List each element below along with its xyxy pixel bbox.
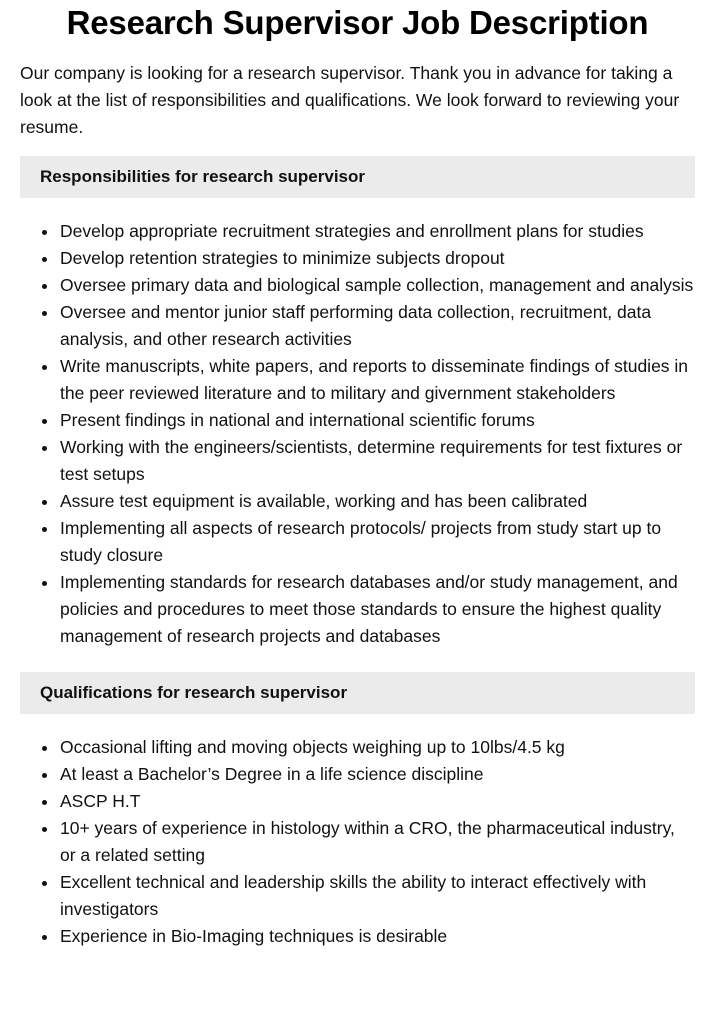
list-item-text: Implementing all aspects of research protocols/ projects from study start up to study closure [60,518,662,565]
list-item [20,923,695,950]
list-item-text: Occasional lifting and moving objects weighing up to 10lbs/4.5 kg [60,737,565,757]
responsibilities-heading: Responsibilities for research supervisor [20,156,695,198]
list-item-text: Develop appropriate recruitment strategies and enrollment plans for studies [60,221,644,241]
bullet-icon [42,527,47,532]
bullet-icon [42,935,47,940]
bullet-icon [42,230,47,235]
bullet-icon [42,773,47,778]
bullet-icon [42,365,47,370]
page-title: Research Supervisor Job Description [66,4,649,41]
bullet-icon [42,284,47,289]
list-item [20,353,695,407]
list-item-text: Write manuscripts, white papers, and reports to disseminate findings of studies in the peer reviewed literature and to military and givernment stakeholders [60,356,689,403]
list-item [20,761,695,788]
list-item [20,299,695,353]
list-item [20,869,695,923]
bullet-icon [42,800,47,805]
bullet-icon [42,881,47,886]
bullet-icon [42,311,47,316]
list-item [20,788,695,815]
responsibilities-list [20,218,695,650]
bullet-icon [42,446,47,451]
list-item-text: Oversee primary data and biological sample collection, management and analysis [60,275,694,295]
list-item [20,734,695,761]
qualifications-heading: Qualifications for research supervisor [20,672,695,714]
qualifications-list [20,734,695,950]
list-item [20,407,695,434]
list-item [20,515,695,569]
list-item [20,245,695,272]
list-item-text: Develop retention strategies to minimize subjects dropout [60,248,505,268]
list-item-text: Oversee and mentor junior staff performing data collection, recruitment, data analysis, and other research activities [60,302,652,349]
intro-paragraph: Our company is looking for a research supervisor. Thank you in advance for taking a look at the list of responsibilities and qualifications. We look forward to reviewing your resume. [20,63,680,137]
list-item [20,815,695,869]
list-item-text: Present findings in national and international scientific forums [60,410,535,430]
list-item-text: Experience in Bio-Imaging techniques is desirable [60,926,448,946]
list-item [20,434,695,488]
list-item [20,218,695,245]
list-item [20,272,695,299]
bullet-icon [42,500,47,505]
bullet-icon [42,581,47,586]
list-item-text: Assure test equipment is available, working and has been calibrated [60,491,588,511]
list-item-text: ASCP H.T [60,791,141,811]
list-item-text: Implementing standards for research databases and/or study management, and policies and procedures to meet those standards to ensure the highest quality management of research projects and databases [60,572,678,646]
bullet-icon [42,419,47,424]
bullet-icon [42,746,47,751]
list-item-text: Excellent technical and leadership skills the ability to interact effectively with investigators [60,872,647,919]
bullet-icon [42,827,47,832]
list-item-text: At least a Bachelor’s Degree in a life science discipline [60,764,484,784]
list-item-text: 10+ years of experience in histology within a CRO, the pharmaceutical industry, or a related setting [60,818,675,865]
list-item [20,569,695,650]
list-item [20,488,695,515]
bullet-icon [42,257,47,262]
list-item-text: Working with the engineers/scientists, determine requirements for test fixtures or test setups [60,437,683,484]
